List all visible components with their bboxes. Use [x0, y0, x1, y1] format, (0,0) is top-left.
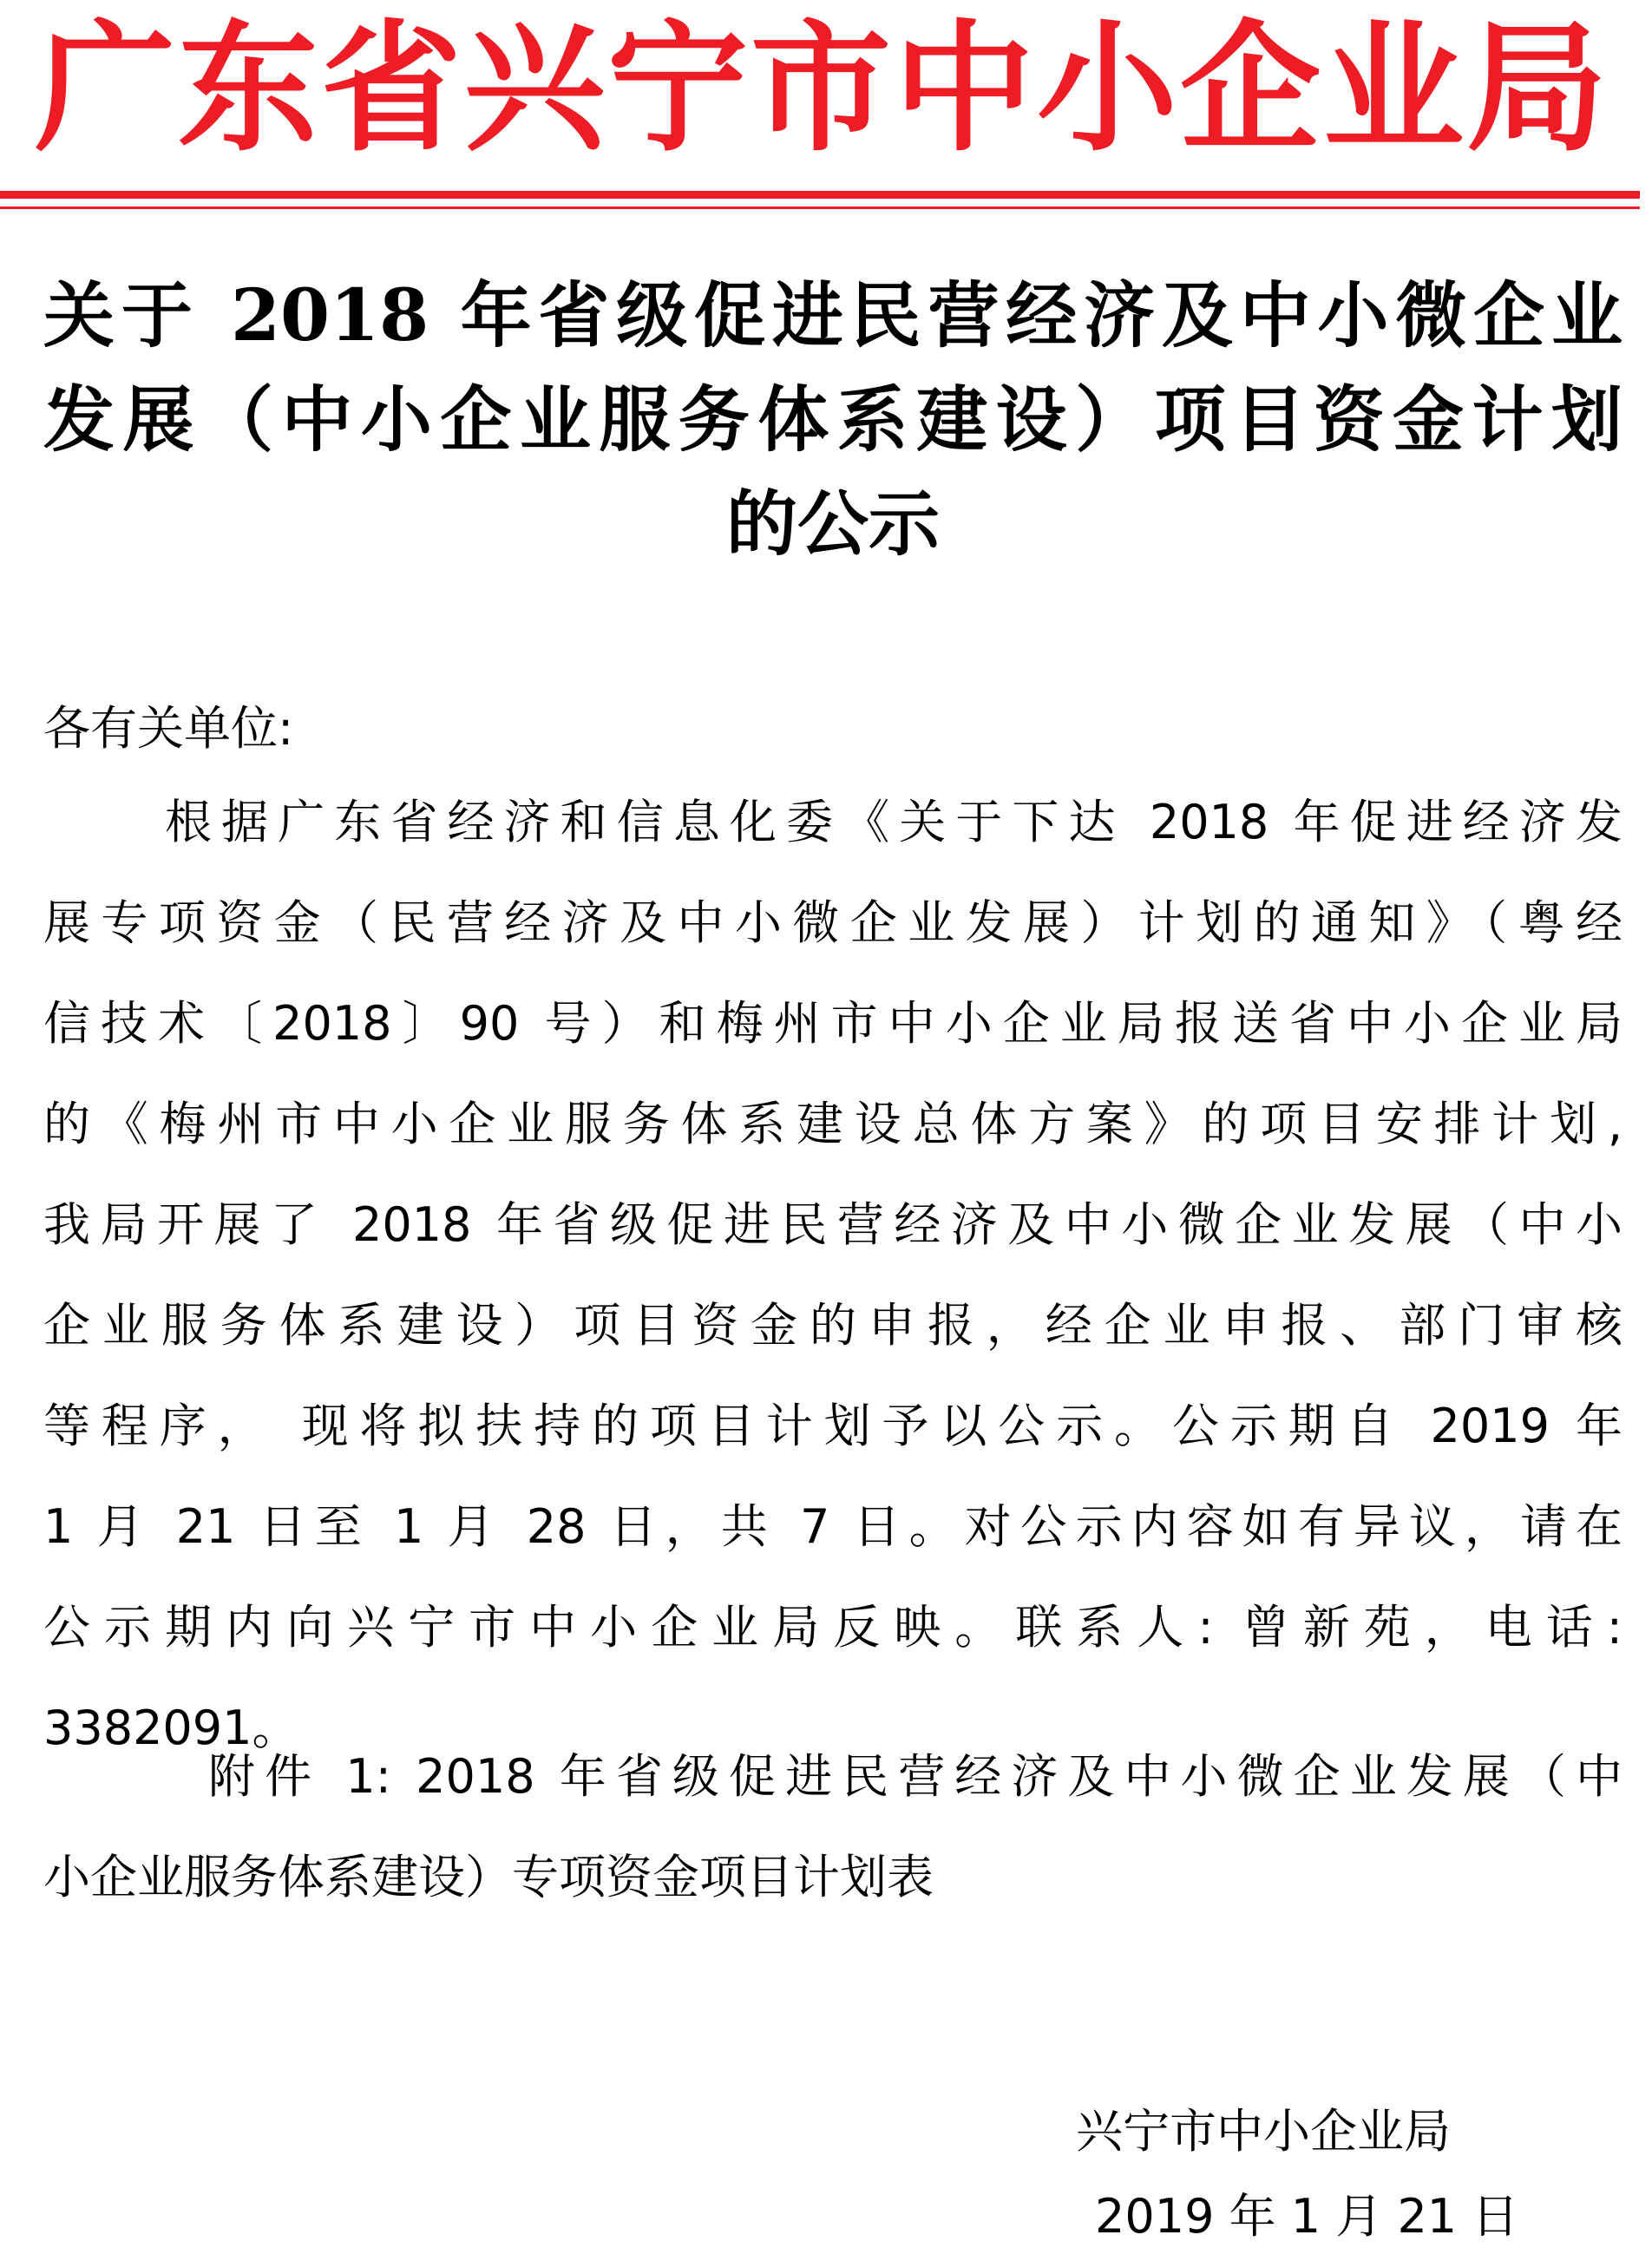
body-line: 公示期内向兴宁市中小企业局反映。联系人: 曾新苑，电话: — [43, 1600, 1622, 1655]
body-line: 展专项资金（民营经济及中小微企业发展）计划的通知》（粤经 — [43, 895, 1622, 950]
title-line: 的公示 — [725, 482, 940, 566]
title-line: 发展（中小企业服务体系建设）项目资金计划 — [43, 378, 1622, 462]
title-line: 关于 2018 年省级促进民营经济及中小微企业 — [43, 274, 1622, 357]
letterhead-rule-thick — [0, 191, 1640, 199]
body-line: 3382091。 — [43, 1701, 299, 1755]
body-line: 等程序， 现将拟扶持的项目计划予以公示。公示期自 2019 年 — [43, 1399, 1622, 1453]
letterhead-issuer: 广东省兴宁市中小企业局 — [35, 6, 1609, 171]
body-line: 的《梅州市中小企业服务体系建设总体方案》的项目安排计划, — [43, 1097, 1622, 1151]
letterhead-rule-thin — [0, 206, 1640, 209]
signature-issuer: 兴宁市中小企业局 — [1076, 2104, 1451, 2159]
body-line: 根据广东省经济和信息化委《关于下达 2018 年促进经济发 — [165, 795, 1622, 849]
attachment-note — [43, 1727, 1622, 1928]
signature-date: 2019 年 1 月 21 日 — [1095, 2189, 1519, 2244]
body-line: 1 月 21 日至 1 月 28 日，共 7 日。对公示内容如有异议，请在 — [43, 1499, 1622, 1554]
attachment-line: 附件 1: 2018 年省级促进民营经济及中小微企业发展（中 — [208, 1749, 1622, 1804]
body-line: 企业服务体系建设）项目资金的申报，经企业申报、部门审核 — [43, 1298, 1622, 1353]
notice-body — [43, 772, 1622, 1779]
notice-title — [43, 264, 1622, 576]
body-line: 信技术〔2018〕90 号）和梅州市中小企业局报送省中小企业局 — [43, 996, 1622, 1051]
body-line: 我局开展了 2018 年省级促进民营经济及中小微企业发展（中小 — [43, 1197, 1622, 1252]
attachment-line: 小企业服务体系建设）专项资金项目计划表 — [43, 1850, 934, 1904]
salutation: 各有关单位: — [43, 701, 294, 756]
